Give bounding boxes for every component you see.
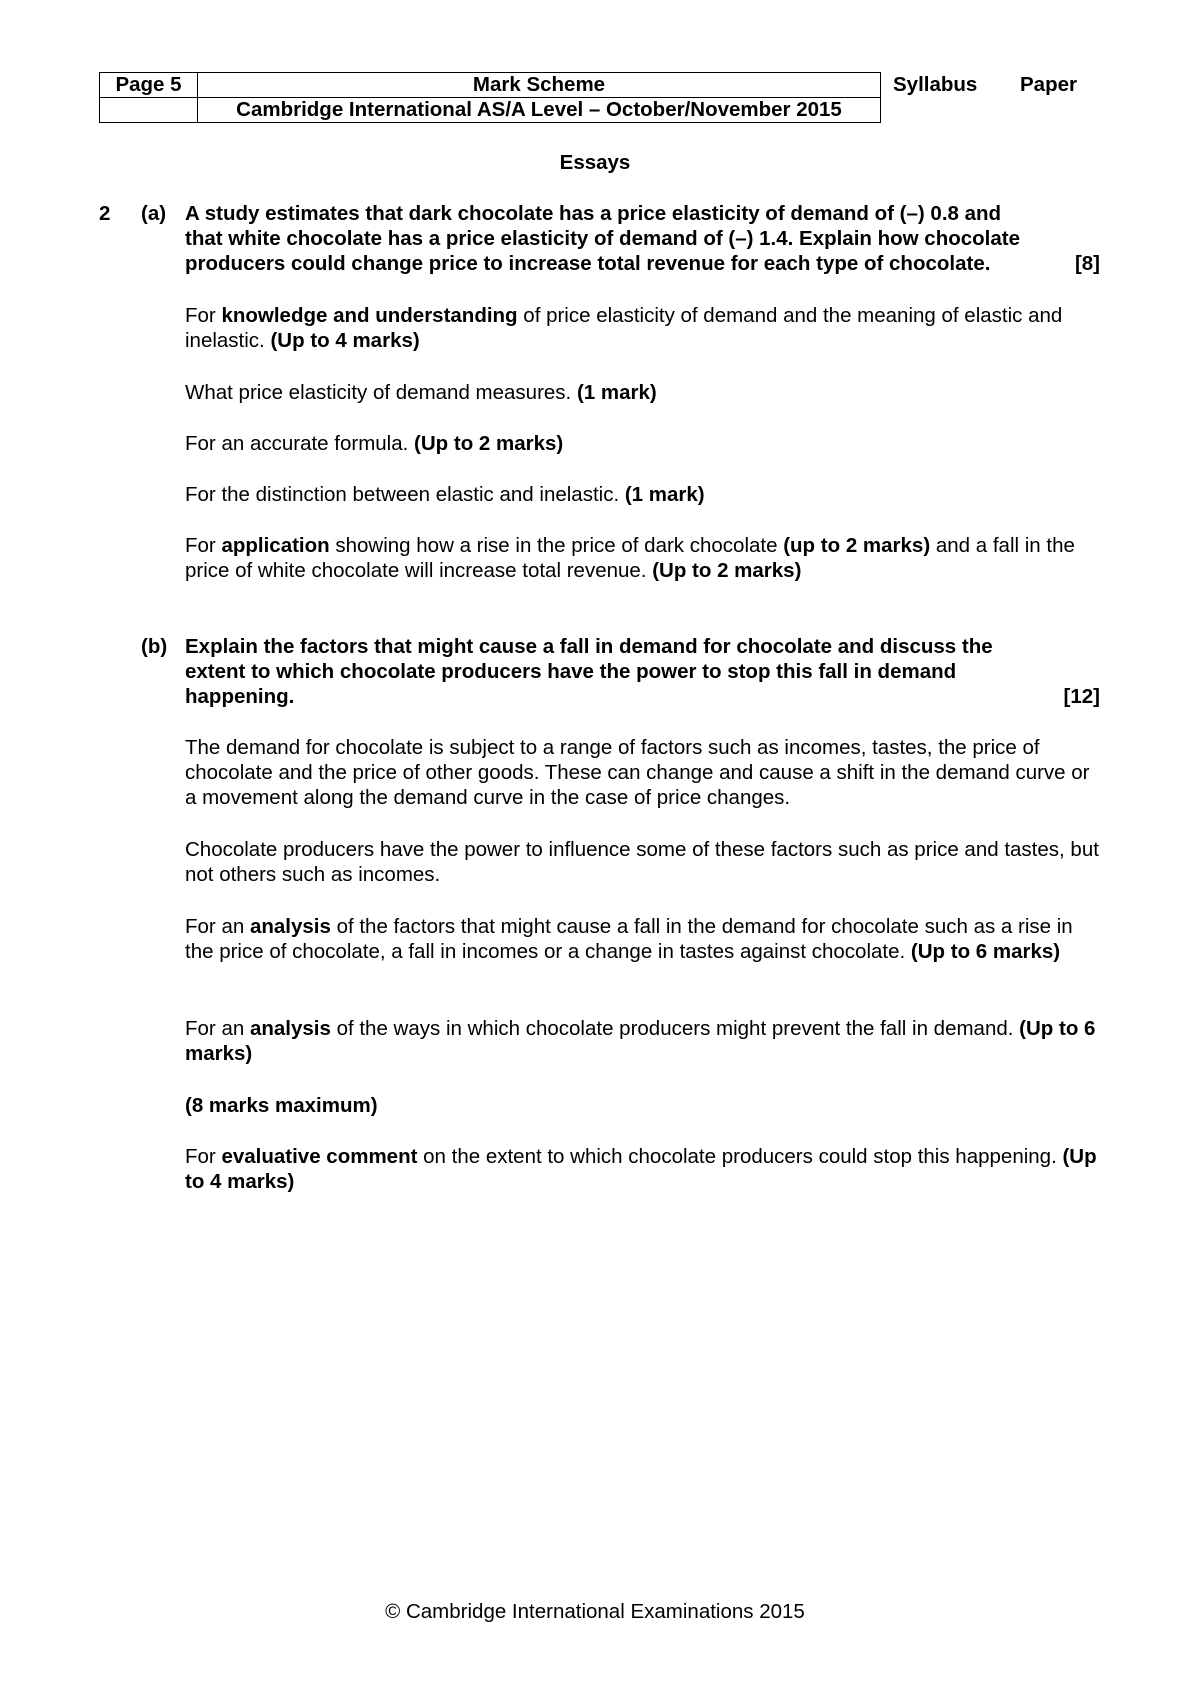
section-title: Essays [559,151,631,174]
part-a-formula: For an accurate formula. (Up to 2 marks) [185,432,564,455]
part-a-label: (a) [141,202,167,225]
part-b-question-line: extent to which chocolate producers have the power to stop this fall in demand [185,660,957,683]
part-b-label: (b) [141,635,168,658]
page-number: Page 5 [100,73,198,98]
part-b-analysis-factors: For an analysis of the factors that might cause a fall in the demand for chocolate such as a rise in the price of chocolate, a fall in incomes or a change in tastes against chocolate. (Up to 6 marks) [185,915,1073,963]
part-a-measure: What price elasticity of demand measures. (1 mark) [185,381,657,404]
part-b-analysis-prevent: For an analysis of the ways in which chocolate producers might prevent the fall in demand. (Up to 6 marks) [185,1017,1096,1065]
part-a-application: For application showing how a rise in the price of dark chocolate (up to 2 marks) and a fall in the price of white chocolate will increase total revenue. (Up to 2 marks) [185,534,1075,582]
part-b-question [185,634,1100,709]
syllabus-label: Syllabus [893,73,978,96]
mark-scheme-label: Mark Scheme [198,73,881,98]
header-table [99,72,881,123]
part-b-question-line-text: happening. [185,685,295,708]
empty-cell [100,98,198,123]
part-a-distinction: For the distinction between elastic and inelastic. (1 mark) [185,483,705,506]
copyright-footer: © Cambridge International Examinations 2015 [385,1600,805,1623]
part-b-question-line [185,684,1100,709]
part-a-question-line [185,251,1100,276]
part-b-max-marks: (8 marks maximum) [185,1094,378,1117]
part-a-marks: [8] [1074,252,1100,275]
part-b-question-line: Explain the factors that might cause a fall in demand for chocolate and discuss the [185,635,993,658]
part-a-knowledge: For knowledge and understanding of price elasticity of demand and the meaning of elastic and inelastic. (Up to 4 marks) [185,304,1063,352]
part-a-question-line-text: producers could change price to increase total revenue for each type of chocolate. [185,252,991,275]
exam-subtitle: Cambridge International AS/A Level – October/November 2015 [198,98,881,123]
part-a-question-line: that white chocolate has a price elasticity of demand of (–) 1.4. Explain how chocolate [185,227,1021,250]
part-a-question [185,201,1100,276]
part-b-evaluation: For evaluative comment on the extent to which chocolate producers could stop this happening. (Up to 4 marks) [185,1145,1097,1193]
part-a-question-line: A study estimates that dark chocolate has a price elasticity of demand of (–) 0.8 and [185,202,1002,225]
paper-label: Paper [1020,73,1077,96]
question-number: 2 [99,202,111,225]
part-b-marks: [12] [1063,685,1100,708]
part-b-paragraph-power: Chocolate producers have the power to influence some of these factors such as price and tastes, but not others such as incomes. [185,838,1099,886]
part-b-paragraph-demand: The demand for chocolate is subject to a range of factors such as incomes, tastes, the price of chocolate and the price of other goods. These can change and cause a shift in the demand curve or a movement along the demand curve in the case of price changes. [185,736,1090,809]
